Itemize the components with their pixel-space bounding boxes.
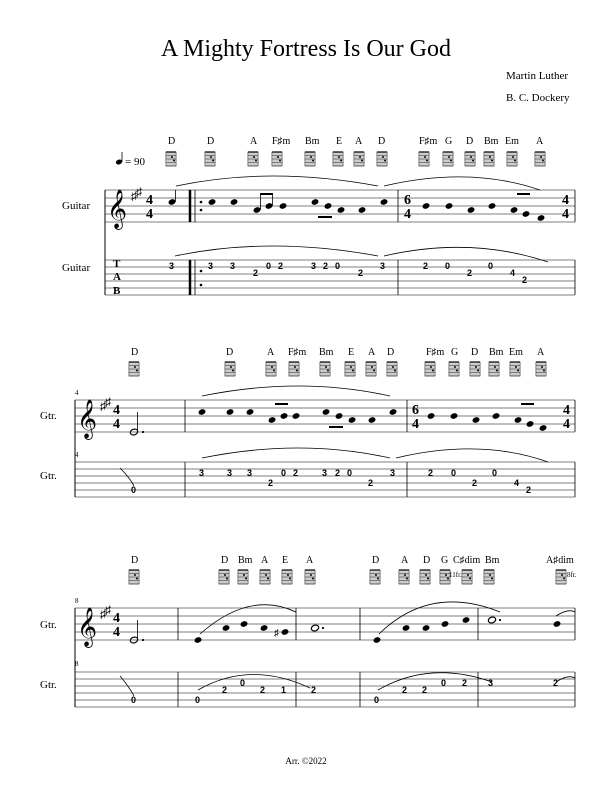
system-2 <box>40 347 575 497</box>
chord-diagrams-1 <box>166 152 545 166</box>
chord-symbol: E <box>282 555 289 566</box>
chord-symbol: F♯m <box>419 136 438 147</box>
tab-number: 0 <box>131 485 137 495</box>
system-3 <box>40 555 577 707</box>
measure-number: 4 <box>75 451 79 459</box>
tab-number: 2 <box>522 275 528 285</box>
slur <box>202 386 390 396</box>
tab-number: 0 <box>240 678 246 688</box>
tab-number: 0 <box>347 468 353 478</box>
treble-clef-icon: 𝄞 <box>107 189 128 229</box>
svg-text:4: 4 <box>563 403 570 418</box>
tab-number: 2 <box>402 685 408 695</box>
chord-symbol: A <box>368 347 376 358</box>
tab-slur <box>396 449 548 462</box>
chord-symbol: Bm <box>238 555 253 566</box>
measure-number: 4 <box>75 389 79 397</box>
chord-symbol: Bm <box>485 555 500 566</box>
barlines-3 <box>178 608 575 707</box>
tab-staff <box>75 672 575 707</box>
tab-number: 3 <box>322 468 328 478</box>
svg-text:4: 4 <box>113 611 120 626</box>
time-signature-top: 4 <box>146 193 153 208</box>
chord-symbol: D <box>378 136 386 147</box>
chord-symbol: A <box>267 347 275 358</box>
chord-symbol: D <box>131 555 139 566</box>
tab-number: 0 <box>451 468 457 478</box>
chord-symbol: A <box>537 347 545 358</box>
tab-instrument-label: Guitar <box>62 262 91 274</box>
slur <box>200 605 296 634</box>
chord-symbol: G <box>441 555 449 566</box>
chord-symbol: D <box>466 136 474 147</box>
tab-number: 2 <box>428 468 434 478</box>
tab-number: 4 <box>510 268 516 278</box>
svg-text:4: 4 <box>113 625 120 640</box>
tab-number: 3 <box>380 261 386 271</box>
tab-number: 3 <box>311 261 317 271</box>
svg-text:6: 6 <box>412 403 419 418</box>
measure-number: 8 <box>75 660 79 668</box>
chord-symbol: D <box>131 347 139 358</box>
tab-number: 3 <box>488 678 494 688</box>
tab-number: 1 <box>281 685 287 695</box>
chord-symbol: D <box>226 347 234 358</box>
treble-clef-icon: 𝄞 <box>77 399 98 439</box>
svg-text:4: 4 <box>562 193 569 208</box>
chord-symbol: A♯dim <box>546 555 574 566</box>
chord-symbol: A <box>261 555 269 566</box>
tab-clef-a: A <box>113 271 121 283</box>
tab-number: 2 <box>222 685 228 695</box>
tab-number: 0 <box>131 695 137 705</box>
tab-number: 0 <box>374 695 380 705</box>
notation-staff <box>75 400 575 432</box>
tab-number: 2 <box>311 685 317 695</box>
fret-marker: 8fr. <box>567 571 577 579</box>
tempo-mark: = 90 <box>125 156 145 168</box>
chord-symbol: F♯m <box>426 347 445 358</box>
tab-number: 2 <box>293 468 299 478</box>
staff-instrument-label: Gtr. <box>40 619 57 631</box>
staff-instrument-label: Guitar <box>62 200 91 212</box>
tab-number: 0 <box>281 468 287 478</box>
svg-text:4: 4 <box>563 417 570 432</box>
tab-number: 2 <box>422 685 428 695</box>
tab-number: 0 <box>335 261 341 271</box>
chord-symbol: Bm <box>484 136 499 147</box>
tab-number: 2 <box>462 678 468 688</box>
chord-symbol: Em <box>509 347 523 358</box>
chord-symbol: A <box>306 555 314 566</box>
svg-text:♯: ♯ <box>105 395 111 409</box>
slur <box>384 177 540 190</box>
staff-instrument-label: Gtr. <box>40 410 57 422</box>
tab-number: 3 <box>199 468 205 478</box>
tab-number: 4 <box>514 478 520 488</box>
svg-text:4: 4 <box>412 417 419 432</box>
svg-text:♯: ♯ <box>274 628 279 639</box>
svg-text:4: 4 <box>113 417 120 432</box>
chord-diagrams-3 <box>129 570 566 584</box>
tab-number: 3 <box>208 261 214 271</box>
slur <box>176 176 378 186</box>
chord-symbol: D <box>387 347 395 358</box>
chord-symbol: D <box>207 136 215 147</box>
tab-number: 3 <box>227 468 233 478</box>
song-title: A Mighty Fortress Is Our God <box>160 36 451 62</box>
svg-text:♯: ♯ <box>136 185 142 199</box>
slur <box>379 602 500 634</box>
tab-number: 0 <box>488 261 494 271</box>
tab-number: 3 <box>390 468 396 478</box>
chord-row-2 <box>131 347 545 358</box>
svg-text:4: 4 <box>562 207 569 222</box>
system-1 <box>62 136 575 297</box>
chord-symbol: C♯dim <box>453 555 481 566</box>
time-signature-bottom: 4 <box>146 207 153 222</box>
chord-symbol: F♯m <box>272 136 291 147</box>
tab-numbers-1 <box>169 261 527 285</box>
tab-number: 2 <box>323 261 329 271</box>
composer-credit: Martin Luther <box>506 70 569 82</box>
svg-text:♯: ♯ <box>105 603 111 617</box>
chord-symbol: Bm <box>319 347 334 358</box>
tab-number: 2 <box>553 678 559 688</box>
chord-diagrams-2 <box>129 362 546 376</box>
tab-number: 0 <box>441 678 447 688</box>
chord-symbol: A <box>401 555 409 566</box>
tab-number: 0 <box>195 695 201 705</box>
slur <box>556 611 575 616</box>
chord-symbol: Em <box>505 136 519 147</box>
chord-row-1 <box>168 136 544 147</box>
chord-symbol: A <box>355 136 363 147</box>
tab-slur <box>556 677 575 682</box>
tab-numbers-3 <box>131 678 558 705</box>
tab-numbers-2 <box>131 468 531 495</box>
tab-number: 0 <box>266 261 272 271</box>
chord-symbol: A <box>250 136 258 147</box>
tab-number: 3 <box>230 261 236 271</box>
arranger-credit: B. C. Dockery <box>506 92 570 104</box>
chord-symbol: G <box>445 136 453 147</box>
tab-clef-t: T <box>113 258 121 270</box>
notation-staff <box>75 608 575 640</box>
tab-number: 2 <box>467 268 473 278</box>
chord-symbol: E <box>348 347 355 358</box>
svg-text:4: 4 <box>404 207 411 222</box>
tab-slur <box>202 448 390 458</box>
chord-symbol: A <box>536 136 544 147</box>
chord-symbol: Bm <box>305 136 320 147</box>
copyright-footer: Arr. ©2022 <box>285 756 327 766</box>
tab-slur <box>175 246 378 256</box>
chord-symbol: D <box>471 347 479 358</box>
tab-number: 2 <box>358 268 364 278</box>
tab-number: 2 <box>526 485 532 495</box>
tab-number: 2 <box>472 478 478 488</box>
svg-text:♯: ♯ <box>100 399 106 413</box>
key-signature-icon: ♯ <box>131 189 137 203</box>
measure-number: 8 <box>75 597 79 605</box>
svg-text:6: 6 <box>404 193 411 208</box>
chord-symbol: Bm <box>489 347 504 358</box>
chord-symbol: D <box>423 555 431 566</box>
tab-slur <box>198 674 310 690</box>
fret-marker: 11fr. <box>449 571 462 579</box>
treble-clef-icon: 𝄞 <box>77 607 98 647</box>
tab-number: 2 <box>423 261 429 271</box>
tab-number: 0 <box>492 468 498 478</box>
chord-symbol: G <box>451 347 459 358</box>
tab-number: 2 <box>368 478 374 488</box>
tab-number: 2 <box>260 685 266 695</box>
chord-symbol: F♯m <box>288 347 307 358</box>
tab-number: 2 <box>335 468 341 478</box>
chord-symbol: E <box>336 136 343 147</box>
chord-symbol: D <box>221 555 229 566</box>
tab-clef-b: B <box>113 285 121 297</box>
tab-number: 3 <box>247 468 253 478</box>
tab-number: 0 <box>445 261 451 271</box>
tab-number: 3 <box>169 261 175 271</box>
chord-row-3 <box>131 555 574 566</box>
tab-number: 2 <box>253 268 259 278</box>
tab-instrument-label: Gtr. <box>40 679 57 691</box>
tab-number: 2 <box>268 478 274 488</box>
chord-symbol: D <box>168 136 176 147</box>
tab-slur <box>378 673 492 690</box>
svg-text:4: 4 <box>113 403 120 418</box>
tab-number: 2 <box>278 261 284 271</box>
tab-instrument-label: Gtr. <box>40 470 57 482</box>
chord-symbol: D <box>372 555 380 566</box>
svg-text:♯: ♯ <box>100 607 106 621</box>
